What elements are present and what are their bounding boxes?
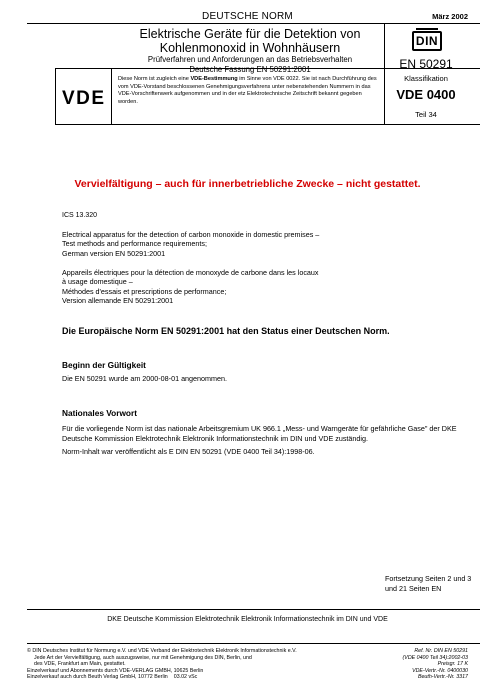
part-number: Teil 34 [415,110,437,119]
norm-type-heading: DEUTSCHE NORM [202,11,293,22]
validity-text: Die EN 50291 wurde am 2000-08-01 angenommen. [62,374,228,383]
status-statement: Die Europäische Norm EN 50291:2001 hat den Status einer Deutschen Norm. [62,326,390,336]
continuation-note: Fortsetzung Seiten 2 und 3 und 21 Seiten EN [385,574,472,593]
din-logo: DIN [412,31,442,51]
divider [27,609,480,610]
national-foreword-heading: Nationales Vorwort [62,408,137,418]
national-foreword-paragraph: Für die vorliegende Norm ist das nationale Arbeitsgremium UK 966.1 „Mess- und Warngeräte für gefährliche Gase" der DKE Deutsche Kommission Elektrotechnik Elektronik Informationstechnik im DIN und VDE zuständig. [62,424,457,443]
french-title-block: Appareils électriques pour la détection de monoxyde de carbone dans les locaux à usage domestique – Méthodes d'essais et prescriptions de performance; Version allemande EN 50291:2001 [62,268,319,306]
document-subtitle: Prüfverfahren und Anforderungen an das Betriebsverhalten Deutsche Fassung EN 50291:2001 [147,55,353,74]
english-title-block: Electrical apparatus for the detection of carbon monoxide in domestic premises – Test methods and performance requirements; German version EN 50291:2001 [62,230,320,258]
classification-label: Klassifikation [404,74,448,83]
ics-code: ICS 13.320 [62,212,98,219]
standard-number: EN 50291 [399,57,453,71]
divider [27,643,480,644]
validity-heading: Beginn der Gültigkeit [62,360,146,370]
document-title: Elektrische Geräte für die Detektion von Kohlenmonoxid in Wohnhäusern [139,27,361,55]
vde-logo: VDE [62,88,106,109]
copy-warning: Vervielfältigung – auch für innerbetriebliche Zwecke – nicht gestattet. [74,178,421,190]
issue-date: März 2002 [432,12,468,21]
previous-edition-note: Norm-Inhalt war veröffentlicht als E DIN EN 50291 (VDE 0400 Teil 34):1998-06. [62,447,315,456]
dke-committee-line: DKE Deutsche Kommission Elektrotechnik Elektronik Informationstechnik im DIN und VDE [107,616,388,623]
copyright-footer: © DIN Deutsches Institut für Normung e.V. und VDE Verband der Elektrotechnik Elektronik Informationstechnik e.V. Jede Art der Vervielfältigung, auch auszugsweise, nur mit Genehmigung des DIN, Berlin, und des VDE, Frankfurt am Main, gestattet. Einzelverkauf und Abonnements durch VDE-VERLAG GMBH, 10625 Berlin Einzelverkauf auch durch Beuth Verlag GmbH, 10772 Berlin 03.02 vSc [27,648,297,680]
vde-notice: Diese Norm ist zugleich eine VDE-Bestimmung im Sinne von VDE 0022. Sie ist nach Durchführung des vom VDE-Vorstand beschlossenen Genehmigungsverfahrens unter nebenstehenden Nummern in das VDE-Vorschriftenwerk aufgenommen und in der etz Elektrotechnische Zeitschrift bekannt gegeben worden. [118,76,377,106]
vde-classification-number: VDE 0400 [396,87,456,102]
reference-footer: Ref. Nr. DIN EN 50291 (VDE 0400 Teil 34):2002-03 Preisgr. 17 K VDE-Vertr.-Nr. 0400030 Beuth-Vertr.-Nr. 3317 [402,648,468,680]
